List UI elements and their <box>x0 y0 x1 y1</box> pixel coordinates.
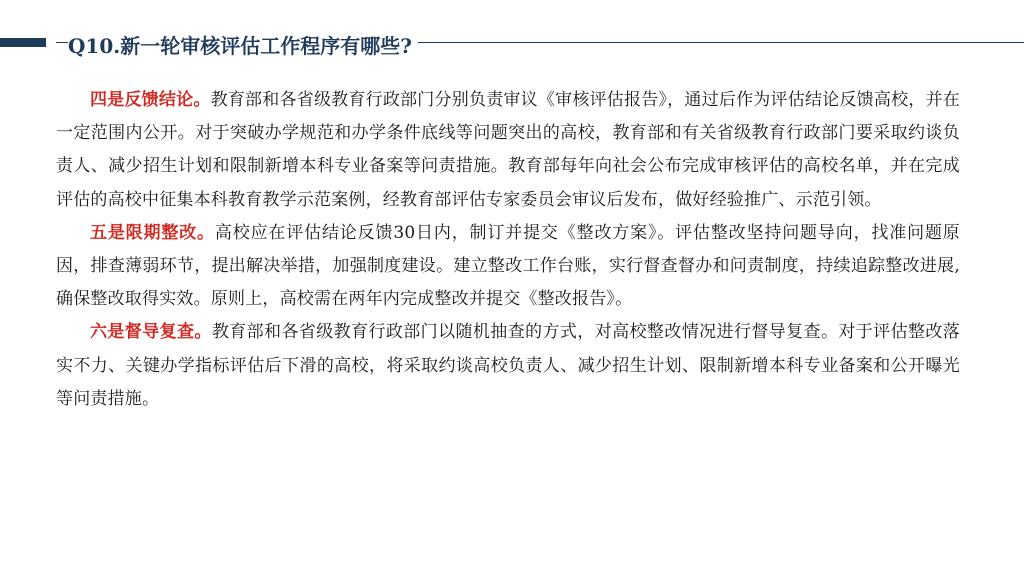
content-body <box>56 84 960 416</box>
header-accent-bar <box>0 38 46 47</box>
page-title: Q10.新一轮审核评估工作程序有哪些? <box>68 30 418 59</box>
paragraph-feedback <box>56 84 960 217</box>
paragraph-text: 高校应在评估结论反馈30日内，制订并提交《整改方案》。评估整改坚持问题导向，找准问题原因，排查薄弱环节，提出解决举措，加强制度建设。建立整改工作台账，实行督查督办和问责制度，持续追踪整改进展,确保整改取得实效。原则上，高校需在两年内完成整改并提交《整改报告》。 <box>56 222 960 310</box>
paragraph-rectification <box>56 217 960 317</box>
paragraph-lead: 四是反馈结论。 <box>90 90 211 110</box>
paragraph-lead: 五是限期整改。 <box>90 222 215 243</box>
paragraph-text: 教育部和各省级教育行政部门以随机抽查的方式，对高校整改情况进行督导复查。对于评估整改落实不力、关键办学指标评估后下滑的高校，将采取约谈高校负责人、减少招生计划、限制新增本科专业备案和公开曝光等问责措施。 <box>56 322 960 409</box>
paragraph-review <box>56 316 960 416</box>
paragraph-lead: 六是督导复查。 <box>90 322 212 343</box>
paragraph-text: 教育部和各省级教育行政部门分别负责审议《审核评估报告》，通过后作为评估结论反馈高校，并在一定范围内公开。对于突破办学规范和办学条件底线等问题突出的高校，教育部和有关省级教育行政部门要采取约谈负责人、减少招生计划和限制新增本科专业备案等问责措施。教育部每年向社会公布完成审核评估的高校名单，并在完成评估的高校中征集本科教育教学示范案例，经教育部评估专家委员会审议后发布，做好经验推广、示范引领。 <box>56 90 960 210</box>
